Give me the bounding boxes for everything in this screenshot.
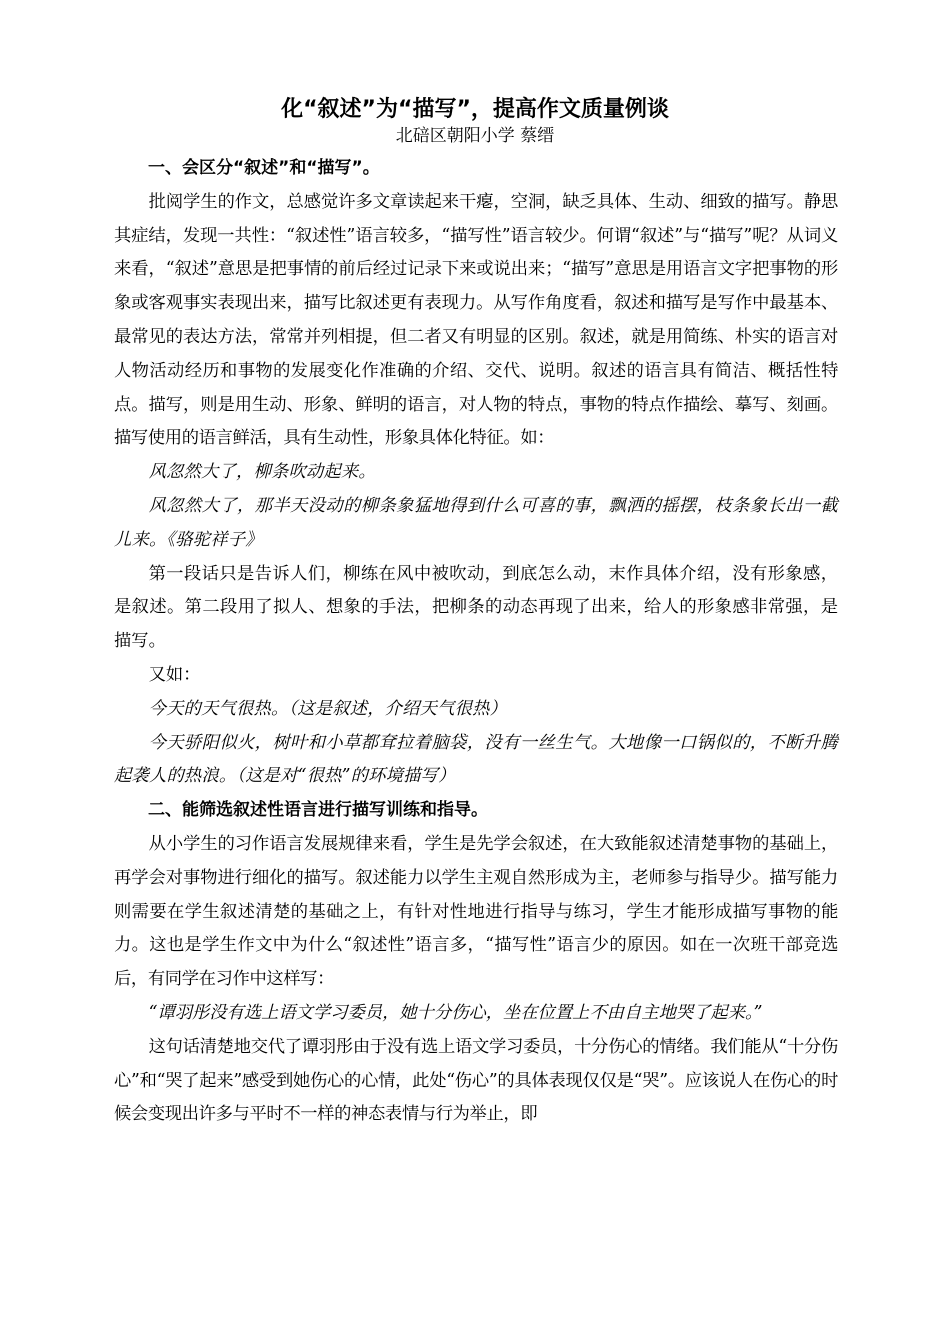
- paragraph-2: 第一段话只是告诉人们，柳练在风中被吹动，到底怎么动，末作具体介绍，没有形象感，是叙述。第二段用了拟人、想象的手法，把柳条的动态再现了出来，给人的形象感非常强，是描写。: [114, 563, 838, 652]
- paragraph-3: 又如：: [148, 664, 201, 685]
- example-sentence-4: 今天骄阳似火，树叶和小草都耷拉着脑袋，没有一丝生气。大地像一口锅似的，不断升腾起袭人的热浪。（这是对“很热”的环境描写）: [114, 732, 838, 787]
- document-author: 北碚区朝阳小学 蔡缙: [395, 126, 555, 146]
- paragraph-4: 从小学生的习作语言发展规律来看，学生是先学会叙述，在大致能叙述清楚事物的基础上，再学会对事物进行细化的描写。叙述能力以学生主观自然形成为主，老师参与指导少。描写能力则需要在学生叙述清楚的基础之上，有针对性地进行指导与练习，学生才能形成描写事物的能力。这也是学生作文中为什么“叙述性”语言多，“描写性”语言少的原因。如在一次班干部竞选后，有同学在习作中这样写：: [114, 833, 838, 990]
- document-title: 化“叙述”为“描写”，提高作文质量例谈: [281, 97, 669, 122]
- document-body: [114, 152, 838, 1132]
- section-heading-2: 二、能筛选叙述性语言进行描写训练和指导。: [148, 800, 488, 821]
- example-sentence-3: 今天的天气很热。（这是叙述，介绍天气很热）: [148, 698, 508, 719]
- example-sentence-1: 风忽然大了，柳条吹动起来。: [148, 462, 376, 483]
- section-heading-1: 一、会区分“叙述”和“描写”。: [148, 158, 380, 178]
- paragraph-5: 这句话清楚地交代了谭羽彤由于没有选上语文学习委员，十分伤心的情绪。我们能从“十分伤心”和“哭了起来”感受到她伤心的心情，此处“伤心”的具体表现仅仅是“哭”。应该说人在伤心的时候会变现出许多与平时不一样的神态表情与行为举止，即: [114, 1036, 838, 1125]
- paragraph-1: 批阅学生的作文，总感觉许多文章读起来干瘪，空洞，缺乏具体、生动、细致的描写。静思其症结，发现一共性：“叙述性”语言较多，“描写性”语言较少。何谓“叙述”与“描写”呢？从词义来看，“叙述”意思是把事情的前后经过记录下来或说出来；“描写”意思是用语言文字把事物的形象或客观事实表现出来，描写比叙述更有表现力。从写作角度看，叙述和描写是写作中最基本、最常见的表达方法，常常并列相提，但二者又有明显的区别。叙述，就是用简练、朴实的语言对人物活动经历和事物的发展变化作准确的介绍、交代、说明。叙述的语言具有简洁、概括性特点。描写，则是用生动、形象、鲜明的语言，对人物的特点，事物的特点作描绘、摹写、刻画。描写使用的语言鲜活，具有生动性，形象具体化特征。如：: [114, 191, 838, 449]
- quote-sentence: “谭羽彤没有选上语文学习委员，她十分伤心，坐在位置上不由自主地哭了起来。”: [148, 1002, 763, 1023]
- example-sentence-2: 风忽然大了，那半天没动的柳条象猛地得到什么可喜的事，飘洒的摇摆，枝条象长出一截儿来。《骆驼祥子》: [114, 495, 838, 550]
